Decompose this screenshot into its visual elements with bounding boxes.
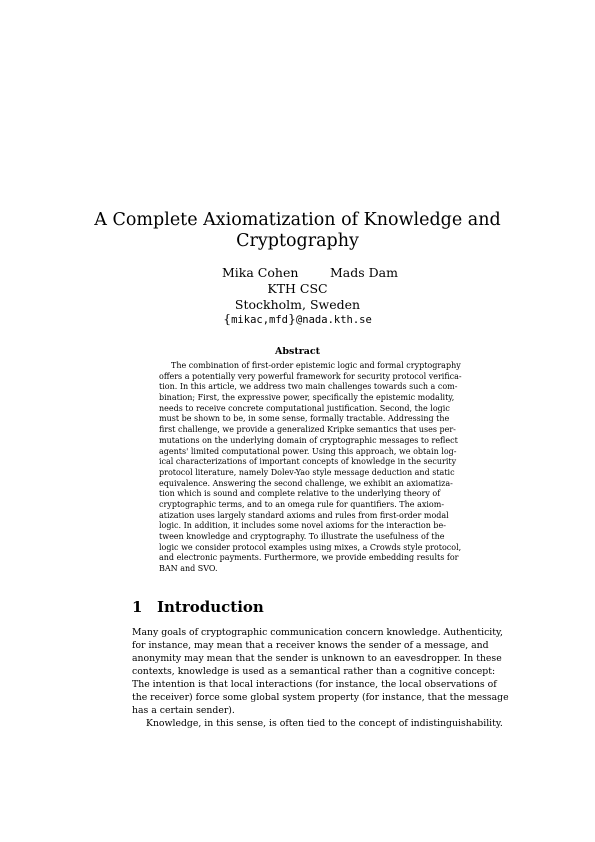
email-open-brace: { (223, 311, 232, 326)
abstract-line: tion which is sound and complete relative to the underlying theory of (159, 489, 441, 499)
abstract-line: tween knowledge and cryptography. To illustrate the usefulness of the (159, 532, 445, 541)
abstract-line: BAN and SVO. (159, 564, 218, 574)
abstract-line: equivalence. Answering the second challenge, we exhibit an axiomatiza- (159, 478, 453, 488)
abstract-heading: Abstract (274, 346, 321, 357)
author-name: Mads Dam (330, 265, 398, 280)
author-name: Mika Cohen (222, 265, 299, 280)
abstract-line: and electronic payments. Furthermore, we provide embedding results for (159, 553, 459, 563)
abstract-line: tion. In this article, we address two main challenges towards such a com- (159, 382, 458, 392)
body-line: Many goals of cryptographic communication concern knowledge. Authenticity, (132, 627, 503, 638)
abstract-line: logic. In addition, it includes some novel axioms for the interaction be- (159, 521, 446, 531)
body-line: the receiver) force some global system property (for instance, that the message (132, 692, 509, 703)
section-heading-introduction (132, 598, 264, 616)
abstract-line: logic we consider protocol examples using mixes, a Crowds style protocol, (159, 542, 462, 552)
abstract-body (159, 361, 462, 575)
body-line: has a certain sender). (132, 705, 235, 716)
title-line-2: Cryptography (236, 231, 359, 251)
abstract-line: cryptographic terms, and to an omega rule for quantifiers. The axiom- (159, 499, 445, 509)
abstract-line: ical characterizations of important concepts of knowledge in the security (159, 457, 457, 467)
abstract-line: protocol literature, namely Dolev-Yao style message deduction and static (159, 467, 455, 477)
abstract-line: must be shown to be, in some sense, formally tractable. Addressing the (159, 414, 450, 424)
author-email (0, 311, 595, 328)
paper-title (60, 210, 535, 252)
body-line: The intention is that local interactions (for instance, the local observations of (132, 679, 497, 690)
body-line: anonymity may mean that the sender is unknown to an eavesdropper. In these (132, 653, 502, 664)
abstract-line: first challenge, we provide a generalized Kripke semantics that uses per- (159, 425, 456, 435)
email-usernames: mikac,mfd (231, 314, 289, 326)
title-line-1: A Complete Axiomatization of Knowledge and (94, 210, 501, 230)
abstract-line: agents' limited computational power. Using this approach, we obtain log- (159, 446, 457, 456)
email-close-brace: } (288, 311, 296, 326)
abstract-line: mutations on the underlying domain of cryptographic messages to reflect (159, 435, 458, 445)
affiliation-location: Stockholm, Sweden (234, 297, 361, 312)
email-domain: @nada.kth.se (295, 314, 372, 326)
abstract-line: The combination of first-order epistemic logic and formal cryptography (171, 361, 461, 370)
body-line: for instance, may mean that a receiver knows the sender of a message, and (132, 640, 489, 651)
introduction-body (132, 626, 509, 730)
section-number: 1 (132, 598, 143, 616)
abstract-line: offers a potentially very powerful framework for security protocol verifica- (159, 371, 462, 381)
abstract-line: needs to receive concrete computational justification. Second, the logic (159, 403, 450, 413)
body-line: Knowledge, in this sense, is often tied to the concept of indistinguishability. (146, 718, 503, 729)
abstract-line: atization uses largely standard axioms and rules from first-order modal (159, 510, 449, 520)
body-line: contexts, knowledge is used as a semantical rather than a cognitive concept: (132, 666, 496, 677)
section-title: Introduction (157, 598, 264, 616)
affiliation-institution: KTH CSC (267, 281, 328, 296)
abstract-line: bination; First, the expressive power, specifically the epistemic modality, (159, 393, 455, 403)
